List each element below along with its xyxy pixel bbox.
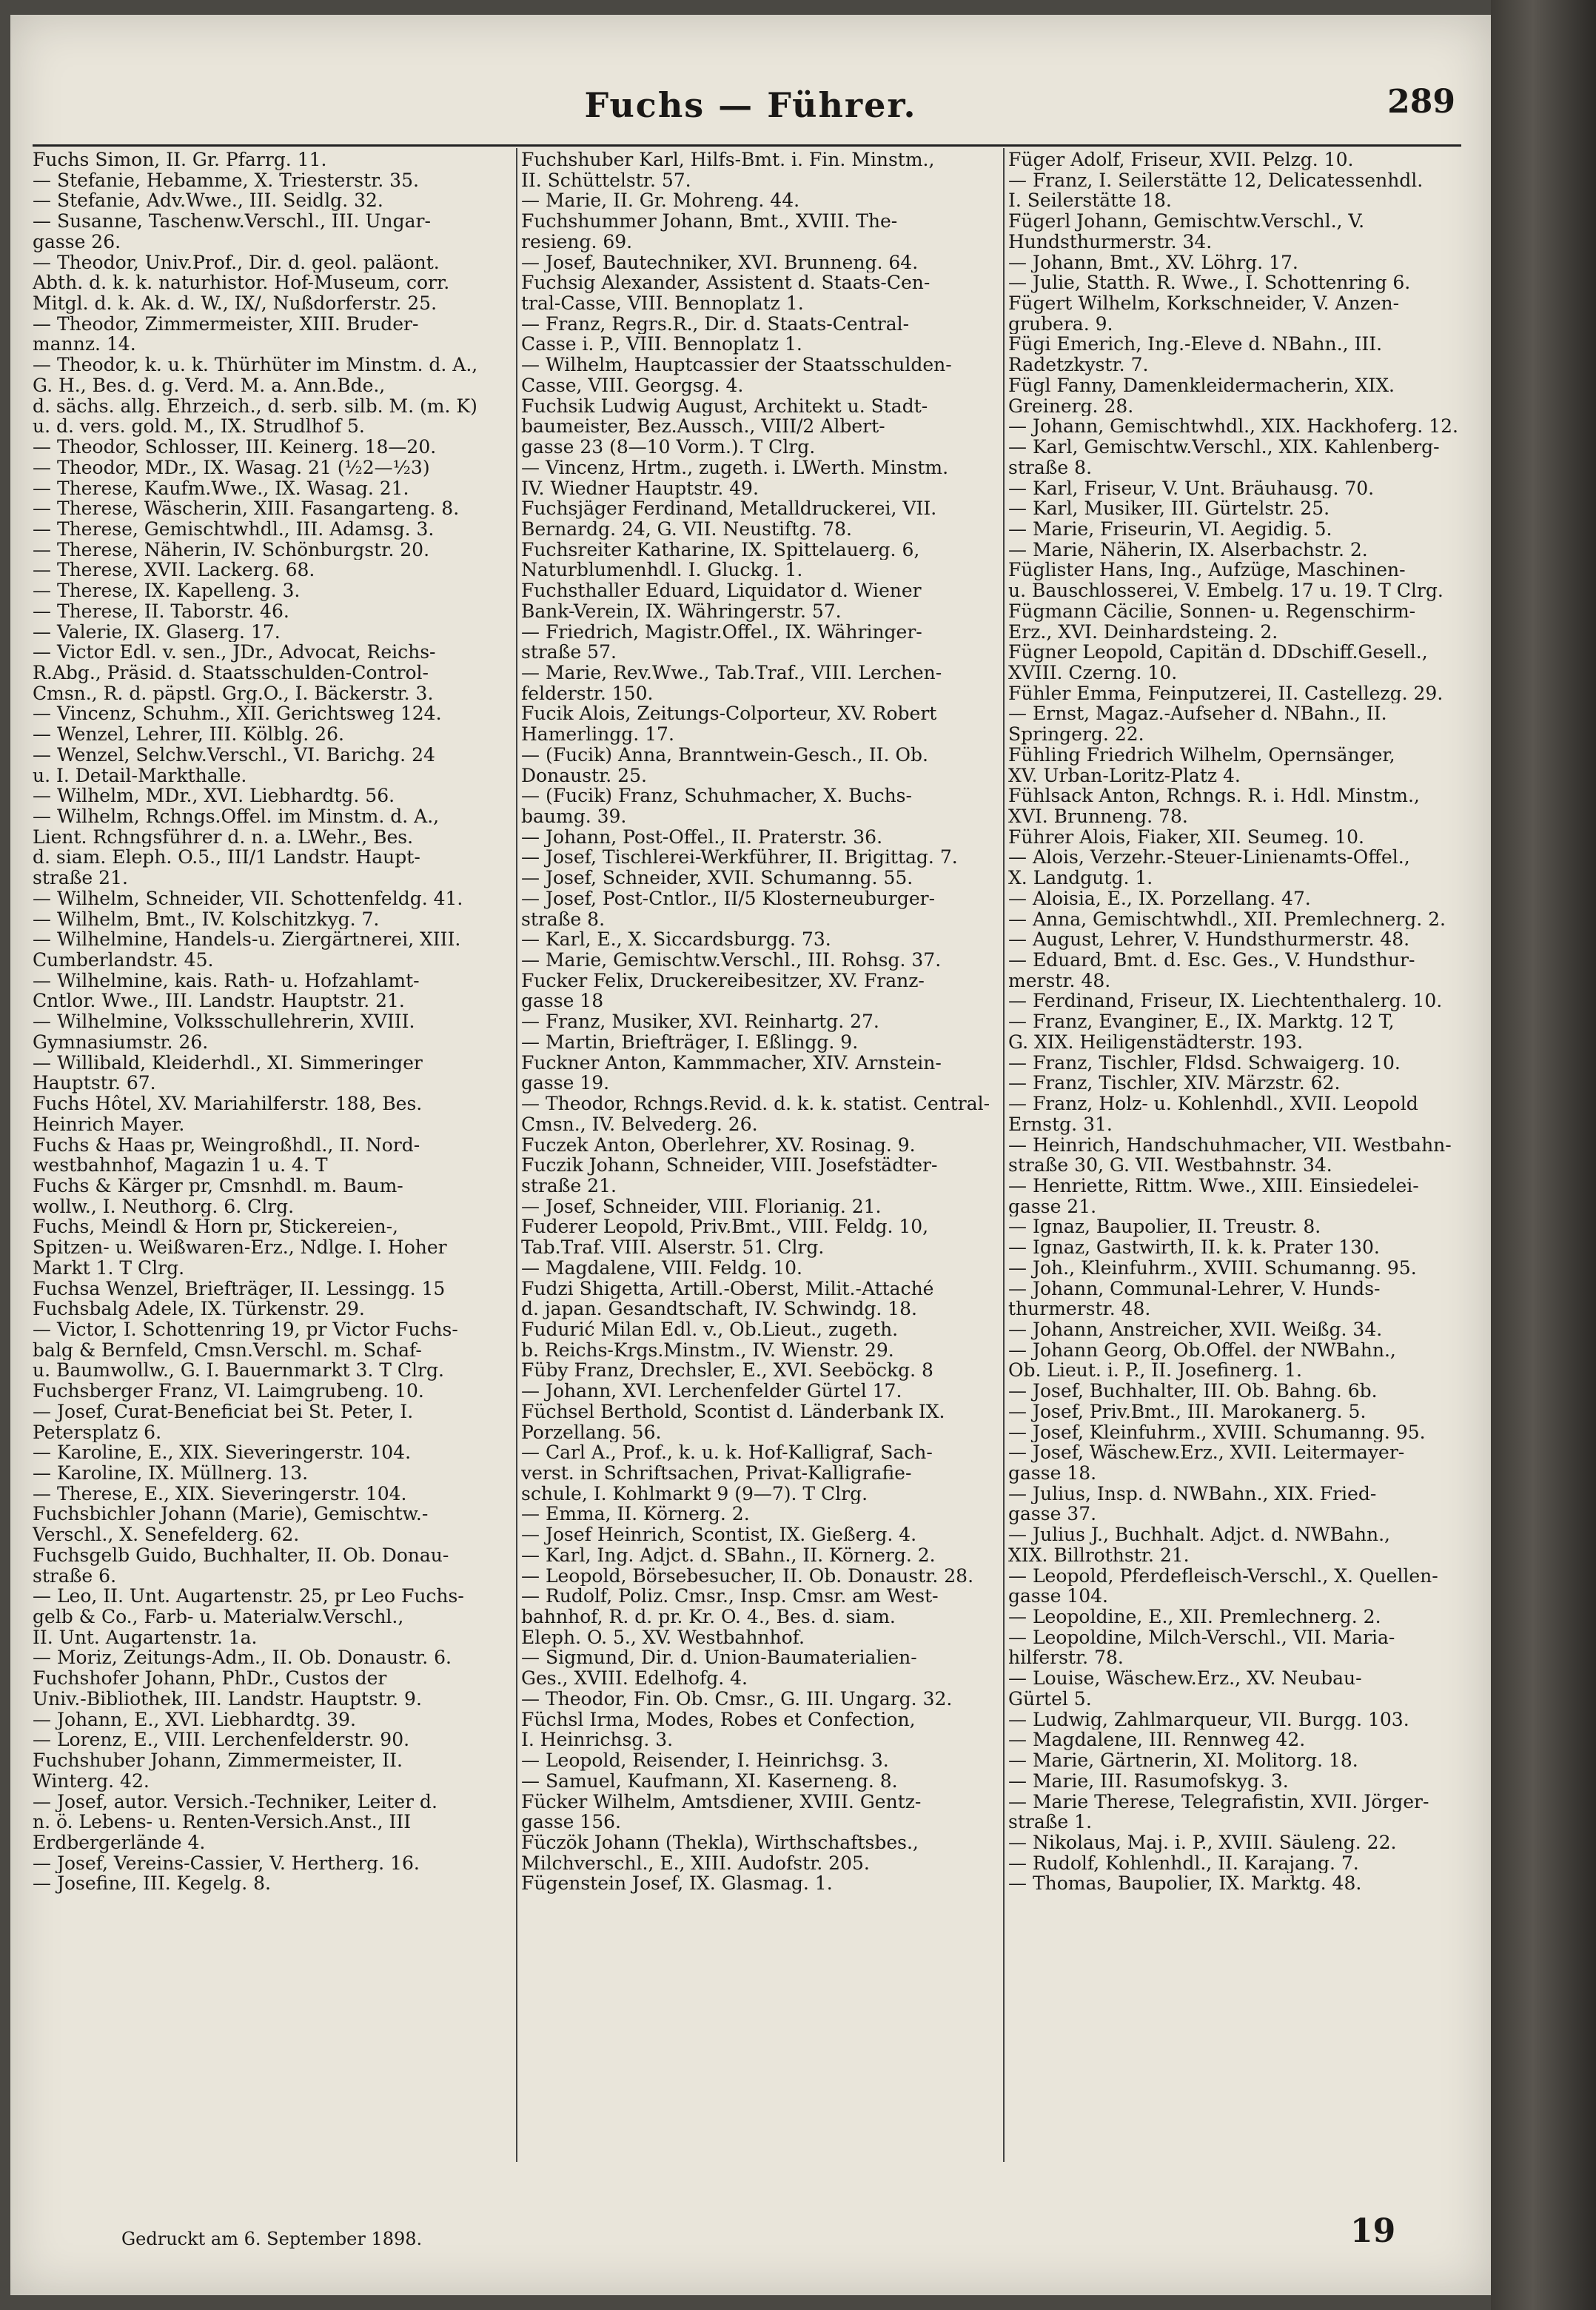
directory-entry-line: — Wenzel, Lehrer, III. Kölblg. 26. — [33, 724, 344, 745]
directory-entry-line: — Stefanie, Hebamme, X. Triesterstr. 35. — [33, 170, 419, 191]
directory-entry-line: — Louise, Wäschew.Erz., XV. Neubau- — [1008, 1668, 1362, 1689]
directory-entry-line: — (Fucik) Franz, Schuhmacher, X. Buchs- — [521, 786, 912, 806]
directory-entry-line: Eleph. O. 5., XV. Westbahnhof. — [521, 1627, 805, 1648]
directory-entry-line: Cmsn., IV. Belvederg. 26. — [521, 1114, 758, 1135]
directory-entry-line: — Victor, I. Schottenring 19, pr Victor Fuchs- — [33, 1319, 458, 1340]
directory-entry-line: — Theodor, k. u. k. Thürhüter im Minstm. d. A., — [33, 355, 478, 375]
directory-entry-line: — Vincenz, Hrtm., zugeth. i. LWerth. Minstm. — [521, 457, 949, 478]
directory-entry-line: Bank-Verein, IX. Währingerstr. 57. — [521, 600, 842, 622]
directory-entry-line: Fuchs & Kärger pr, Cmsnhdl. m. Baum- — [33, 1175, 403, 1196]
directory-entry-line: — Karl, Ing. Adjct. d. SBahn., II. Körnerg. 2. — [521, 1544, 936, 1566]
directory-entry-line: — Theodor, Rchngs.Revid. d. k. k. statist. Central- — [521, 1094, 990, 1114]
directory-entry-line: — Josef, Wäschew.Erz., XVII. Leitermayer- — [1008, 1442, 1405, 1463]
directory-entry-line: baumg. 39. — [521, 806, 627, 827]
directory-entry-line: Abth. d. k. k. naturhistor. Hof-Museum, corr. — [33, 272, 450, 294]
directory-entry-line: Fücker Wilhelm, Amtsdiener, XVIII. Gentz- — [521, 1791, 922, 1812]
directory-entry-line: Fügenstein Josef, IX. Glasmag. 1. — [521, 1873, 833, 1895]
directory-entry-line: Lient. Rchngsführer d. n. a. LWehr., Bes. — [33, 826, 414, 848]
book-edge — [1491, 0, 1596, 2310]
directory-entry-line: — Moriz, Zeitungs-Adm., II. Ob. Donaustr. 6. — [33, 1647, 452, 1669]
directory-entry-line: Radetzkystr. 7. — [1008, 355, 1149, 375]
directory-entry-line: — Victor Edl. v. sen., JDr., Advocat, Reichs- — [33, 642, 436, 663]
directory-entry-line: resieng. 69. — [521, 231, 633, 252]
directory-entry-line: thurmerstr. 48. — [1008, 1299, 1151, 1319]
directory-entry-line: — Franz, Tischler, Fldsd. Schwaigerg. 10. — [1008, 1052, 1401, 1074]
directory-entry-line: Fuchshummer Johann, Bmt., XVIII. The- — [521, 211, 898, 232]
directory-entry-line: — Wilhelmine, Volksschullehrerin, XVIII. — [33, 1011, 415, 1032]
directory-entry-line: — Josefine, III. Kegelg. 8. — [33, 1873, 271, 1895]
directory-entry-line: — Valerie, IX. Glaserg. 17. — [33, 621, 281, 643]
directory-entry-line: Tab.Traf. VIII. Alserstr. 51. Clrg. — [521, 1237, 825, 1258]
directory-entry-line: — Marie, Gemischtw.Verschl., III. Rohsg. 37. — [521, 950, 942, 971]
directory-entry-line: — Anna, Gemischtwhdl., XII. Premlechnerg. 2. — [1008, 908, 1446, 930]
directory-entry-line: — Eduard, Bmt. d. Esc. Ges., V. Hundsthur- — [1008, 950, 1415, 971]
directory-entry-line: — Franz, Holz- u. Kohlenhdl., XVII. Leopold — [1008, 1094, 1418, 1114]
directory-entry-line: Springerg. 22. — [1008, 724, 1144, 745]
directory-entry-line: Fuchsreiter Katharine, IX. Spittelauerg. 6, — [521, 539, 920, 560]
directory-entry-line: gasse 21. — [1008, 1196, 1097, 1217]
directory-entry-line: Fuckner Anton, Kammmacher, XIV. Arnstein- — [521, 1052, 942, 1074]
directory-entry-line: — Sigmund, Dir. d. Union-Baumaterialien- — [521, 1647, 917, 1669]
directory-entry-line: — Johann, Anstreicher, XVII. Weißg. 34. — [1008, 1319, 1383, 1340]
directory-entry-line: — Therese, II. Taborstr. 46. — [33, 600, 289, 622]
directory-entry-line: — Rudolf, Kohlenhdl., II. Karajang. 7. — [1008, 1852, 1359, 1874]
directory-entry-line: — Josef, Vereins-Cassier, V. Hertherg. 16. — [33, 1852, 420, 1874]
directory-entry-line: straße 8. — [1008, 457, 1093, 478]
directory-entry-line: — Marie, Gärtnerin, XI. Molitorg. 18. — [1008, 1750, 1358, 1771]
page-title: Fuchs — Führer. — [584, 85, 917, 125]
directory-entry-line: Gürtel 5. — [1008, 1688, 1092, 1710]
directory-entry-line: u. Bauschlosserei, V. Embelg. 17 u. 19. T Clrg. — [1008, 580, 1444, 601]
directory-entry-line: Füger Adolf, Friseur, XVII. Pelzg. 10. — [1008, 150, 1354, 170]
directory-page — [10, 15, 1491, 2295]
directory-entry-line: — Wilhelmine, Handels-u. Ziergärtnerei, XIII. — [33, 929, 461, 951]
directory-entry-line: — Wilhelmine, kais. Rath- u. Hofzahlamt- — [33, 970, 420, 991]
directory-entry-line: XIX. Billrothstr. 21. — [1008, 1544, 1190, 1566]
directory-entry-line: — Therese, Näherin, IV. Schönburgstr. 20. — [33, 539, 430, 560]
directory-entry-line: b. Reichs-Krgs.Minstm., IV. Wienstr. 29. — [521, 1339, 894, 1361]
directory-entry-line: — Samuel, Kaufmann, XI. Kaserneng. 8. — [521, 1770, 898, 1792]
header-rule — [33, 144, 1461, 147]
directory-entry-line: — Franz, Evanginer, E., IX. Marktg. 12 T, — [1008, 1011, 1395, 1032]
directory-entry-line: Hauptstr. 67. — [33, 1073, 156, 1094]
directory-entry-line: — Therese, E., XIX. Sieveringerstr. 104. — [33, 1483, 407, 1504]
directory-entry-line: — Karoline, IX. Müllnerg. 13. — [33, 1463, 309, 1484]
directory-entry-line: straße 6. — [33, 1565, 117, 1587]
directory-entry-line: Fuchs Hôtel, XV. Mariahilferstr. 188, Bes. — [33, 1094, 423, 1114]
directory-entry-line: — Leopoldine, Milch-Verschl., VII. Maria- — [1008, 1627, 1395, 1648]
directory-entry-line: Naturblumenhdl. I. Gluckg. 1. — [521, 560, 803, 581]
directory-entry-line: Fühlsack Anton, Rchngs. R. i. Hdl. Minstm., — [1008, 786, 1420, 806]
directory-entry-line: Fuchs & Haas pr, Weingroßhdl., II. Nord- — [33, 1134, 420, 1156]
directory-entry-line: d. japan. Gesandtschaft, IV. Schwindg. 18. — [521, 1299, 917, 1319]
directory-entry-line: — Theodor, Schlosser, III. Keinerg. 18—20. — [33, 437, 437, 458]
directory-entry-line: — Theodor, MDr., IX. Wasag. 21 (½2—½3) — [33, 457, 430, 478]
directory-entry-line: Bernardg. 24, G. VII. Neustiftg. 78. — [521, 518, 852, 540]
directory-entry-line: d. sächs. allg. Ehrzeich., d. serb. silb. M. (m. K) — [33, 395, 477, 417]
column-2 — [521, 150, 1002, 1894]
directory-entry-line: Greinerg. 28. — [1008, 395, 1134, 417]
directory-entry-line: Fühler Emma, Feinputzerei, II. Castellezg. 29. — [1008, 683, 1444, 704]
directory-entry-line: Fügerl Johann, Gemischtw.Verschl., V. — [1008, 211, 1365, 232]
directory-entry-line: Fuchs, Meindl & Horn pr, Stickereien-, — [33, 1216, 399, 1238]
directory-entry-line: — Wilhelm, MDr., XVI. Liebhardtg. 56. — [33, 786, 395, 806]
directory-entry-line: — Theodor, Fin. Ob. Cmsr., G. III. Ungarg. 32. — [521, 1688, 953, 1710]
directory-entry-line: Erz., XVI. Deinhardsteing. 2. — [1008, 621, 1278, 643]
directory-entry-line: — Wilhelm, Rchngs.Offel. im Minstm. d. A., — [33, 806, 440, 827]
directory-entry-line: Fuchsa Wenzel, Briefträger, II. Lessingg. 15 — [33, 1278, 446, 1299]
directory-entry-line: — Marie Therese, Telegrafistin, XVII. Jörger- — [1008, 1791, 1429, 1812]
directory-entry-line: I. Heinrichsg. 3. — [521, 1730, 674, 1751]
directory-entry-line: — Lorenz, E., VIII. Lerchenfelderstr. 90. — [33, 1730, 410, 1751]
directory-entry-line: — Ignaz, Baupolier, II. Treustr. 8. — [1008, 1216, 1321, 1238]
directory-entry-line: — Franz, I. Seilerstätte 12, Delicatessenhdl. — [1008, 170, 1424, 191]
directory-entry-line: — Wenzel, Selchw.Verschl., VI. Barichg. 24 — [33, 744, 435, 766]
directory-entry-line: Casse i. P., VIII. Bennoplatz 1. — [521, 334, 802, 355]
directory-entry-line: — Alois, Verzehr.-Steuer-Linienamts-Offel., — [1008, 847, 1410, 868]
directory-entry-line: wollw., I. Neuthorg. 6. Clrg. — [33, 1196, 295, 1217]
directory-entry-line: — Wilhelm, Bmt., IV. Kolschitzkyg. 7. — [33, 908, 380, 930]
directory-entry-line: — Susanne, Taschenw.Verschl., III. Ungar- — [33, 211, 431, 232]
directory-entry-line: — Johann, XVI. Lerchenfelder Gürtel 17. — [521, 1381, 902, 1402]
directory-entry-line: — Josef, Post-Cntlor., II/5 Klosterneuburger- — [521, 888, 936, 909]
directory-entry-line: u. Baumwollw., G. I. Bauernmarkt 3. T Clrg. — [33, 1360, 444, 1382]
directory-entry-line: — Theodor, Univ.Prof., Dir. d. geol. paläont. — [33, 252, 440, 273]
directory-entry-line: Porzellang. 56. — [521, 1422, 662, 1443]
directory-entry-line: — Theodor, Zimmermeister, XIII. Bruder- — [33, 313, 419, 335]
directory-entry-line: Spitzen- u. Weißwaren-Erz., Ndlge. I. Hoher — [33, 1237, 447, 1258]
directory-entry-line: — Johann, Post-Offel., II. Praterstr. 36. — [521, 826, 883, 848]
directory-entry-line: Donaustr. 25. — [521, 765, 647, 786]
directory-entry-line: — Marie, Friseurin, VI. Aegidig. 5. — [1008, 518, 1332, 540]
sheet-number: 19 — [1350, 2212, 1396, 2250]
directory-entry-line: XVIII. Czerng. 10. — [1008, 662, 1178, 683]
directory-entry-line: — Julius, Insp. d. NWBahn., XIX. Fried- — [1008, 1483, 1377, 1504]
directory-entry-line: — Wilhelm, Hauptcassier der Staatsschulden- — [521, 355, 952, 375]
directory-entry-line: Fuczek Anton, Oberlehrer, XV. Rosinag. 9. — [521, 1134, 916, 1156]
directory-entry-line: — Marie, II. Gr. Mohreng. 44. — [521, 190, 800, 212]
directory-entry-line: d. siam. Eleph. O.5., III/1 Landstr. Haupt- — [33, 847, 420, 868]
directory-entry-line: Fuchsthaller Eduard, Liquidator d. Wiener — [521, 580, 922, 601]
directory-entry-line: gasse 156. — [521, 1812, 621, 1832]
directory-entry-line: — Johann, Gemischtwhdl., XIX. Hackhoferg. 12. — [1008, 416, 1458, 438]
directory-entry-line: — Thomas, Baupolier, IX. Marktg. 48. — [1008, 1873, 1362, 1895]
directory-entry-line: — Franz, Musiker, XVI. Reinhartg. 27. — [521, 1011, 879, 1032]
directory-entry-line: — Marie, Näherin, IX. Alserbachstr. 2. — [1008, 539, 1368, 560]
directory-entry-line: gasse 37. — [1008, 1504, 1097, 1525]
directory-entry-line: Gymnasiumstr. 26. — [33, 1031, 209, 1053]
directory-entry-line: — Leopold, Pferdefleisch-Verschl., X. Quellen- — [1008, 1565, 1438, 1587]
directory-entry-line: Fühling Friedrich Wilhelm, Opernsänger, — [1008, 744, 1395, 766]
directory-entry-line: — Karl, Friseur, V. Unt. Bräuhausg. 70. — [1008, 478, 1375, 499]
directory-entry-line: Führer Alois, Fiaker, XII. Seumeg. 10. — [1008, 826, 1364, 848]
directory-entry-line: — Josef, Priv.Bmt., III. Marokanerg. 5. — [1008, 1401, 1367, 1422]
column-1 — [33, 150, 514, 1894]
directory-entry-line: Fügi Emerich, Ing.-Eleve d. NBahn., III. — [1008, 334, 1383, 355]
directory-entry-line: — Leopold, Börsebesucher, II. Ob. Donaustr. 28. — [521, 1565, 974, 1587]
directory-entry-line: — Marie, Rev.Wwe., Tab.Traf., VIII. Lerchen- — [521, 662, 942, 683]
directory-entry-line: Fuchsbichler Johann (Marie), Gemischtw.- — [33, 1504, 429, 1525]
directory-entry-line: verst. in Schriftsachen, Privat-Kalligrafie- — [521, 1463, 912, 1484]
directory-entry-line: Fuchshofer Johann, PhDr., Custos der — [33, 1668, 387, 1689]
directory-entry-line: — Ferdinand, Friseur, IX. Liechtenthalerg. 10. — [1008, 991, 1443, 1012]
directory-entry-line: — Karl, E., X. Siccardsburgg. 73. — [521, 929, 831, 951]
directory-entry-line: G. XIX. Heiligenstädterstr. 193. — [1008, 1031, 1304, 1053]
directory-entry-line: gasse 18 — [521, 991, 604, 1012]
directory-entry-line: — Leo, II. Unt. Augartenstr. 25, pr Leo Fuchs- — [33, 1586, 464, 1607]
directory-entry-line: G. H., Bes. d. g. Verd. M. a. Ann.Bde., — [33, 375, 386, 396]
directory-entry-line: Cumberlandstr. 45. — [33, 950, 214, 971]
directory-entry-line: X. Landgutg. 1. — [1008, 868, 1153, 888]
directory-entry-line: hilferstr. 78. — [1008, 1647, 1124, 1669]
directory-entry-line: — Nikolaus, Maj. i. P., XVIII. Säuleng. 22. — [1008, 1832, 1397, 1853]
directory-entry-line: — Therese, IX. Kapelleng. 3. — [33, 580, 301, 601]
directory-entry-line: felderstr. 150. — [521, 683, 654, 704]
directory-entry-line: straße 30, G. VII. Westbahnstr. 34. — [1008, 1155, 1332, 1176]
directory-entry-line: merstr. 48. — [1008, 970, 1111, 991]
directory-entry-line: Füchsel Berthold, Scontist d. Länderbank IX. — [521, 1401, 945, 1422]
directory-entry-line: — Johann, Communal-Lehrer, V. Hunds- — [1008, 1278, 1381, 1299]
directory-entry-line: n. ö. Lebens- u. Renten-Versich.Anst., III — [33, 1812, 412, 1832]
directory-entry-line: u. d. vers. gold. M., IX. Strudlhof 5. — [33, 416, 365, 438]
directory-entry-line: Verschl., X. Senefelderg. 62. — [33, 1524, 300, 1545]
directory-entry-line: — Josef, Curat-Beneficiat bei St. Peter, I. — [33, 1401, 414, 1422]
directory-entry-line: Fuchsbalg Adele, IX. Türkenstr. 29. — [33, 1299, 365, 1319]
directory-entry-line: — Therese, Gemischtwhdl., III. Adamsg. 3. — [33, 518, 435, 540]
column-divider — [1003, 148, 1005, 2162]
directory-entry-line: gasse 18. — [1008, 1463, 1097, 1484]
directory-entry-line: — Joh., Kleinfuhrm., XVIII. Schumanng. 95. — [1008, 1257, 1417, 1279]
directory-entry-line: Univ.-Bibliothek, III. Landstr. Hauptstr. 9. — [33, 1688, 422, 1710]
directory-entry-line: — August, Lehrer, V. Hundsthurmerstr. 48. — [1008, 929, 1410, 951]
directory-entry-line: Mitgl. d. k. Ak. d. W., IX/, Nußdorferstr. 25. — [33, 293, 437, 314]
directory-entry-line: Füglister Hans, Ing., Aufzüge, Maschinen- — [1008, 560, 1406, 581]
directory-entry-line: westbahnhof, Magazin 1 u. 4. T — [33, 1155, 328, 1176]
directory-entry-line: — Heinrich, Handschuhmacher, VII. Westbahn- — [1008, 1134, 1452, 1156]
directory-entry-line: Fuderer Leopold, Priv.Bmt., VIII. Feldg. 10, — [521, 1216, 929, 1238]
directory-entry-line: — Leopoldine, E., XII. Premlechnerg. 2. — [1008, 1607, 1381, 1627]
directory-entry-line: Fucker Felix, Druckereibesitzer, XV. Franz- — [521, 970, 925, 991]
directory-entry-line: — (Fucik) Anna, Branntwein-Gesch., II. Ob. — [521, 744, 928, 766]
directory-entry-line: Fügert Wilhelm, Korkschneider, V. Anzen- — [1008, 293, 1400, 314]
directory-entry-line: II. Unt. Augartenstr. 1a. — [33, 1627, 258, 1648]
directory-entry-line: gelb & Co., Farb- u. Materialw.Verschl., — [33, 1607, 404, 1627]
directory-entry-line: balg & Bernfeld, Cmsn.Verschl. m. Schaf- — [33, 1339, 422, 1361]
directory-entry-line: Fuchsig Alexander, Assistent d. Staats-Cen- — [521, 272, 931, 294]
directory-entry-line: Fügner Leopold, Capitän d. DDschiff.Gesell., — [1008, 642, 1428, 663]
directory-entry-line: — Emma, II. Körnerg. 2. — [521, 1504, 750, 1525]
directory-entry-line: — Josef, Schneider, VIII. Florianig. 21. — [521, 1196, 882, 1217]
directory-entry-line: Füby Franz, Drechsler, E., XVI. Seeböckg. 8 — [521, 1360, 933, 1382]
directory-entry-line: Cmsn., R. d. päpstl. Grg.O., I. Bäckerstr. 3. — [33, 683, 434, 704]
directory-entry-line: — Josef, Bautechniker, XVI. Brunneng. 64. — [521, 252, 919, 273]
directory-entry-line: — Josef, Schneider, XVII. Schumanng. 55. — [521, 868, 913, 888]
directory-entry-line: Fudurić Milan Edl. v., Ob.Lieut., zugeth. — [521, 1319, 899, 1340]
directory-entry-line: — Franz, Tischler, XIV. Märzstr. 62. — [1008, 1073, 1341, 1094]
directory-entry-line: Petersplatz 6. — [33, 1422, 162, 1443]
directory-entry-line: Ernstg. 31. — [1008, 1114, 1113, 1135]
directory-entry-line: gasse 19. — [521, 1073, 610, 1094]
directory-entry-line: — Johann Georg, Ob.Offel. der NWBahn., — [1008, 1339, 1396, 1361]
directory-entry-line: mannz. 14. — [33, 334, 136, 355]
directory-entry-line: — Leopold, Reisender, I. Heinrichsg. 3. — [521, 1750, 889, 1771]
directory-entry-line: Fudzi Shigetta, Artill.-Oberst, Milit.-Attaché — [521, 1278, 934, 1299]
directory-entry-line: — Magdalene, III. Rennweg 42. — [1008, 1730, 1306, 1751]
directory-entry-line: straße 21. — [33, 868, 128, 888]
directory-entry-line: Heinrich Mayer. — [33, 1114, 185, 1135]
page-number: 289 — [1387, 83, 1455, 121]
directory-entry-line: — Therese, Wäscherin, XIII. Fasangarteng. 8. — [33, 498, 460, 519]
directory-entry-line: — Josef, autor. Versich.-Techniker, Leiter d. — [33, 1791, 437, 1812]
directory-entry-line: — Willibald, Kleiderhdl., XI. Simmeringer — [33, 1052, 423, 1074]
directory-entry-line: bahnhof, R. d. pr. Kr. O. 4., Bes. d. siam. — [521, 1607, 896, 1627]
directory-entry-line: gasse 23 (8—10 Vorm.). T Clrg. — [521, 437, 816, 458]
directory-entry-line: Ges., XVIII. Edelhofg. 4. — [521, 1668, 748, 1689]
directory-entry-line: Fuchsgelb Guido, Buchhalter, II. Ob. Donau- — [33, 1544, 449, 1566]
directory-entry-line: Fuczik Johann, Schneider, VIII. Josefstädter- — [521, 1155, 938, 1176]
directory-entry-line: Ob. Lieut. i. P., II. Josefinerg. 1. — [1008, 1360, 1302, 1382]
directory-entry-line: — Ludwig, Zahlmarqueur, VII. Burgg. 103. — [1008, 1709, 1409, 1730]
directory-entry-line: — Stefanie, Adv.Wwe., III. Seidlg. 32. — [33, 190, 383, 212]
directory-entry-line: R.Abg., Präsid. d. Staatsschulden-Control- — [33, 662, 429, 683]
directory-entry-line: — Josef Heinrich, Scontist, IX. Gießerg. 4. — [521, 1524, 917, 1545]
directory-entry-line: — Ernst, Magaz.-Aufseher d. NBahn., II. — [1008, 703, 1387, 725]
directory-entry-line: Fügl Fanny, Damenkleidermacherin, XIX. — [1008, 375, 1395, 396]
directory-entry-line: — Karl, Musiker, III. Gürtelstr. 25. — [1008, 498, 1330, 519]
directory-entry-line: Fucik Alois, Zeitungs-Colporteur, XV. Robert — [521, 703, 937, 725]
column-divider — [516, 148, 517, 2162]
directory-entry-line: XV. Urban-Loritz-Platz 4. — [1008, 765, 1241, 786]
directory-entry-line: — Henriette, Rittm. Wwe., XIII. Einsiedelei- — [1008, 1175, 1419, 1196]
directory-entry-line: — Therese, Kaufm.Wwe., IX. Wasag. 21. — [33, 478, 409, 499]
directory-entry-line: Füchsl Irma, Modes, Robes et Confection, — [521, 1709, 916, 1730]
directory-entry-line: straße 1. — [1008, 1812, 1093, 1832]
directory-entry-line: — Ignaz, Gastwirth, II. k. k. Prater 130. — [1008, 1237, 1380, 1258]
directory-entry-line: — Aloisia, E., IX. Porzellang. 47. — [1008, 888, 1311, 909]
directory-entry-line: — Martin, Briefträger, I. Eßlingg. 9. — [521, 1031, 859, 1053]
directory-entry-line: I. Seilerstätte 18. — [1008, 190, 1172, 212]
directory-entry-line: gasse 104. — [1008, 1586, 1108, 1607]
directory-entry-line: — Johann, E., XVI. Liebhardtg. 39. — [33, 1709, 356, 1730]
directory-entry-line: — Wilhelm, Schneider, VII. Schottenfeldg. 41. — [33, 888, 463, 909]
directory-entry-line: Markt 1. T Clrg. — [33, 1257, 185, 1279]
directory-entry-line: straße 21. — [521, 1175, 617, 1196]
directory-entry-line: Fügmann Cäcilie, Sonnen- u. Regenschirm- — [1008, 600, 1416, 622]
directory-entry-line: schule, I. Kohlmarkt 9 (9—7). T Clrg. — [521, 1483, 868, 1504]
directory-entry-line: Fuchsberger Franz, VI. Laimgrubeng. 10. — [33, 1381, 424, 1402]
directory-entry-line: — Therese, XVII. Lackerg. 68. — [33, 560, 315, 581]
directory-entry-line: — Josef, Tischlerei-Werkführer, II. Brigittag. 7. — [521, 847, 958, 868]
directory-entry-line: Cntlor. Wwe., III. Landstr. Hauptstr. 21. — [33, 991, 405, 1012]
directory-entry-line: — Friedrich, Magistr.Offel., IX. Währinger- — [521, 621, 922, 643]
directory-entry-line: — Karoline, E., XIX. Sieveringerstr. 104. — [33, 1442, 412, 1463]
directory-entry-line: Fuchsik Ludwig August, Architekt u. Stadt- — [521, 395, 928, 417]
directory-entry-line: XVI. Brunneng. 78. — [1008, 806, 1188, 827]
directory-entry-line: — Johann, Bmt., XV. Löhrg. 17. — [1008, 252, 1298, 273]
print-note: Gedruckt am 6. September 1898. — [121, 2229, 423, 2249]
directory-entry-line: — Julius J., Buchhalt. Adjct. d. NWBahn., — [1008, 1524, 1390, 1545]
directory-entry-line: straße 57. — [521, 642, 617, 663]
directory-entry-line: Erdbergerlände 4. — [33, 1832, 206, 1853]
directory-entry-line: — Vincenz, Schuhm., XII. Gerichtsweg 124. — [33, 703, 442, 725]
directory-entry-line: tral-Casse, VIII. Bennoplatz 1. — [521, 293, 804, 314]
directory-entry-line: Milchverschl., E., XIII. Audofstr. 205. — [521, 1852, 870, 1874]
directory-entry-line: Füczök Johann (Thekla), Wirthschaftsbes., — [521, 1832, 919, 1853]
directory-entry-line: Casse, VIII. Georgsg. 4. — [521, 375, 744, 396]
directory-entry-line: Winterg. 42. — [33, 1770, 150, 1792]
directory-entry-line: — Franz, Regrs.R., Dir. d. Staats-Central- — [521, 313, 910, 335]
directory-entry-line: straße 8. — [521, 908, 606, 930]
directory-entry-line: — Carl A., Prof., k. u. k. Hof-Kalligraf, Sach- — [521, 1442, 933, 1463]
directory-entry-line: Hamerlingg. 17. — [521, 724, 674, 745]
directory-entry-line: gasse 26. — [33, 231, 121, 252]
directory-entry-line: II. Schüttelstr. 57. — [521, 170, 691, 191]
directory-entry-line: grubera. 9. — [1008, 313, 1113, 335]
directory-entry-line: — Josef, Buchhalter, III. Ob. Bahng. 6b. — [1008, 1381, 1378, 1402]
directory-entry-line: Fuchshuber Johann, Zimmermeister, II. — [33, 1750, 403, 1771]
directory-entry-line: — Julie, Statth. R. Wwe., I. Schottenring 6. — [1008, 272, 1411, 294]
directory-entry-line: baumeister, Bez.Aussch., VIII/2 Albert- — [521, 416, 885, 438]
directory-entry-line: — Magdalene, VIII. Feldg. 10. — [521, 1257, 802, 1279]
directory-entry-line: Fuchsjäger Ferdinand, Metalldruckerei, VII. — [521, 498, 937, 519]
directory-entry-line: — Marie, III. Rasumofskyg. 3. — [1008, 1770, 1289, 1792]
directory-entry-line: Fuchs Simon, II. Gr. Pfarrg. 11. — [33, 150, 327, 170]
directory-entry-line: — Josef, Kleinfuhrm., XVIII. Schumanng. 95. — [1008, 1422, 1426, 1443]
directory-entry-line: Hundsthurmerstr. 34. — [1008, 231, 1213, 252]
column-3 — [1008, 150, 1489, 1894]
directory-entry-line: — Karl, Gemischtw.Verschl., XIX. Kahlenberg- — [1008, 437, 1440, 458]
directory-entry-line: Fuchshuber Karl, Hilfs-Bmt. i. Fin. Minstm., — [521, 150, 935, 170]
directory-entry-line: IV. Wiedner Hauptstr. 49. — [521, 478, 759, 499]
directory-entry-line: — Rudolf, Poliz. Cmsr., Insp. Cmsr. am West- — [521, 1586, 939, 1607]
directory-entry-line: u. I. Detail-Markthalle. — [33, 765, 247, 786]
